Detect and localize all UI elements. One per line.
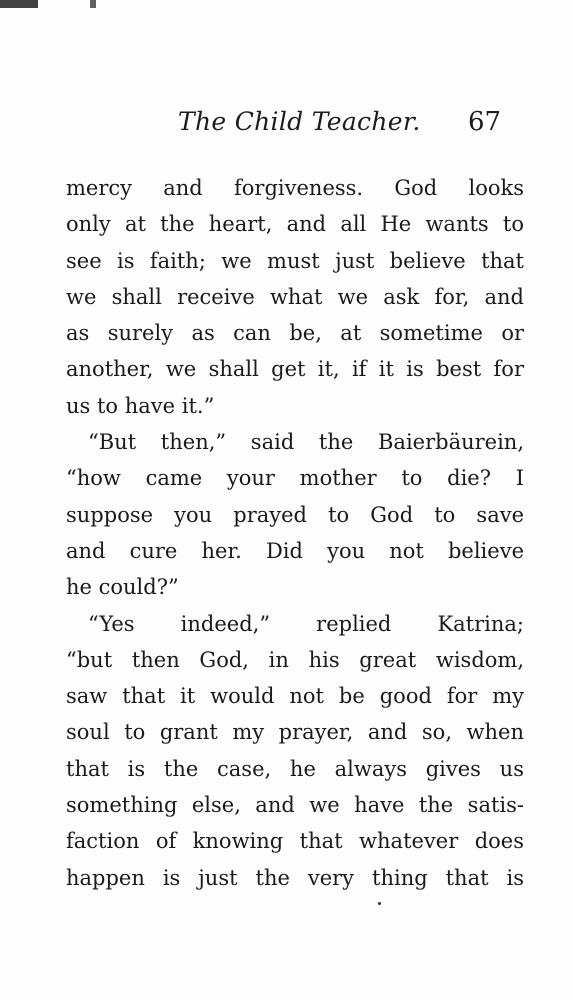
- text-line: suppose you prayed to God to save: [66, 502, 524, 527]
- text-line: saw that it would not be good for my: [66, 684, 524, 709]
- text-line: only at the heart, and all He wants to: [66, 212, 524, 237]
- body-text: [66, 170, 524, 896]
- text-line: “how came your mother to die? I: [66, 466, 524, 491]
- text-line: “But then,” said the Baierbäurein,: [88, 430, 524, 455]
- text-line: faction of knowing that whatever does: [66, 829, 524, 854]
- text-line: and cure her. Did you not believe: [66, 538, 524, 563]
- text-line: something else, and we have the satis-: [66, 793, 524, 818]
- page-header: [0, 107, 573, 147]
- text-line: as surely as can be, at sometime or: [66, 321, 524, 346]
- text-line: another, we shall get it, if it is best for: [66, 357, 524, 382]
- text-line: us to have it.”: [66, 393, 215, 418]
- text-line: he could?”: [66, 575, 179, 600]
- text-line: we shall receive what we ask for, and: [66, 284, 524, 309]
- running-title: The Child Teacher.: [178, 107, 421, 136]
- page-number: 67: [468, 107, 502, 137]
- text-line: see is faith; we must just believe that: [66, 248, 524, 273]
- text-line: happen is just the very thing that is: [66, 865, 524, 890]
- text-line: mercy and forgiveness. God looks: [66, 176, 524, 200]
- scan-edge-mark: [0, 0, 573, 8]
- text-line: “but then God, in his great wisdom,: [66, 647, 524, 672]
- print-speck: [378, 902, 381, 905]
- text-line: “Yes indeed,” replied Katrina;: [88, 611, 524, 636]
- text-line: soul to grant my prayer, and so, when: [66, 720, 524, 745]
- text-line: that is the case, he always gives us: [66, 756, 524, 781]
